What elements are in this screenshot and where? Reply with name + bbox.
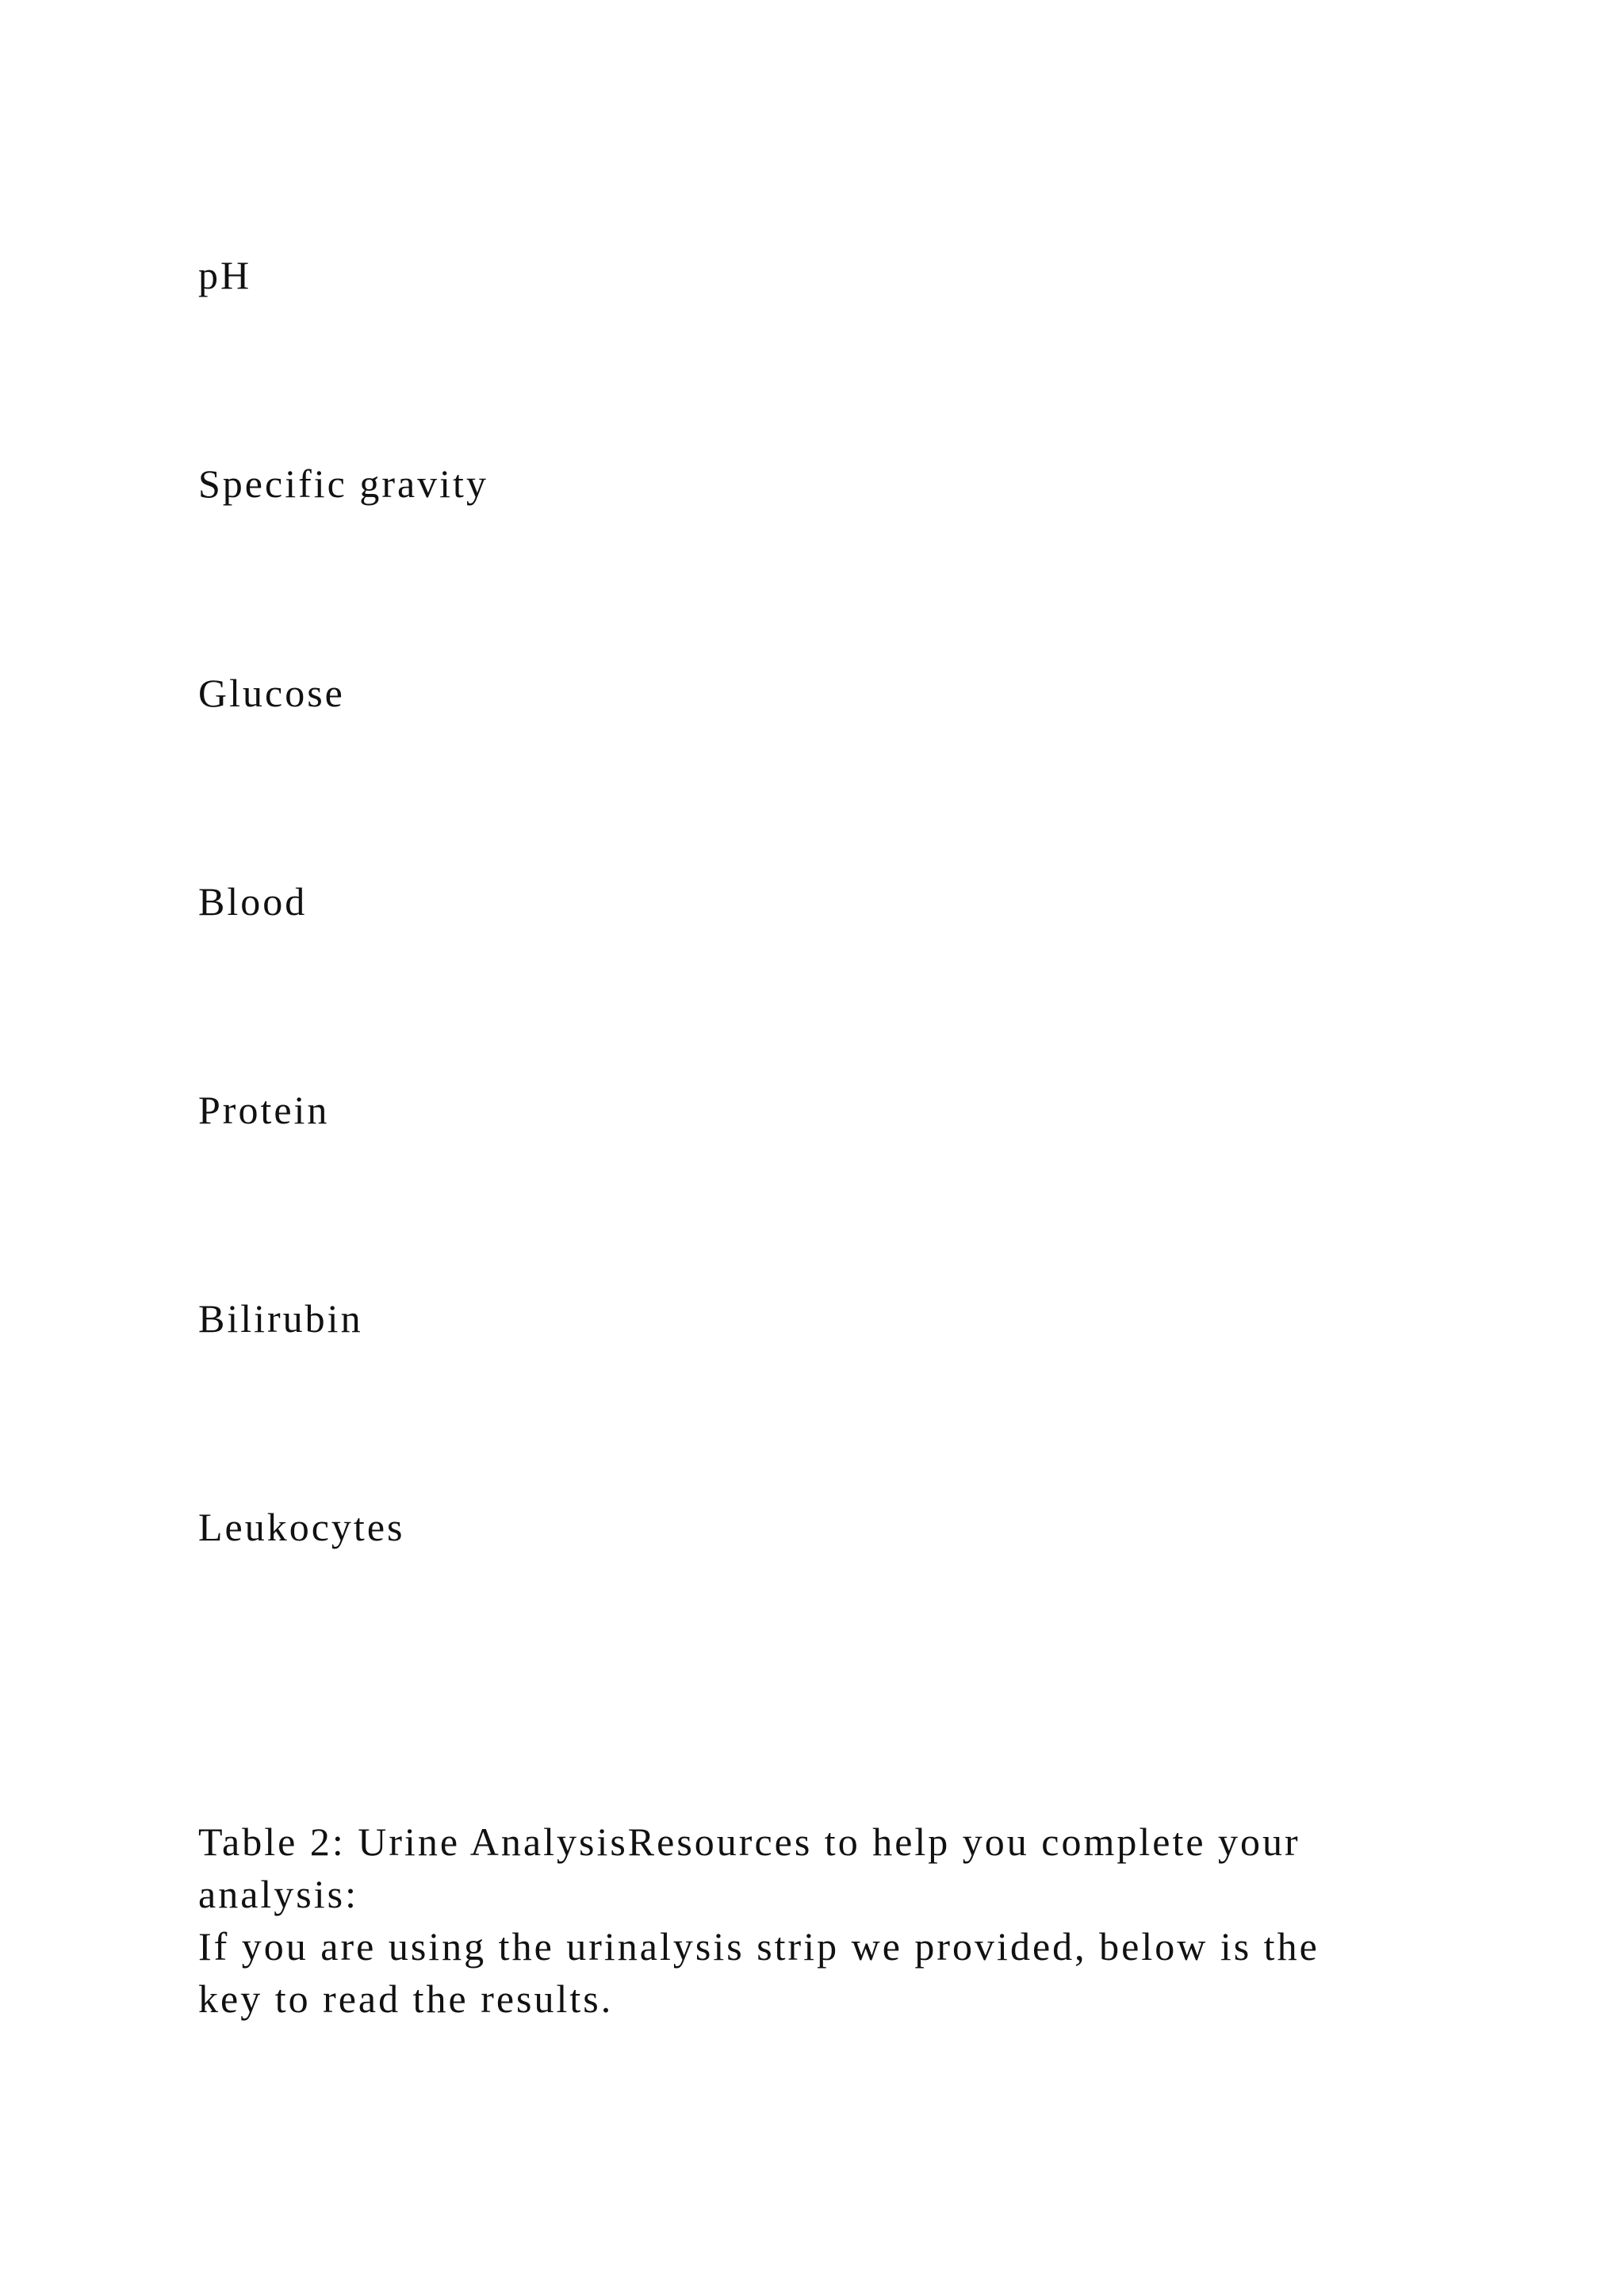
label-glucose: Glucose <box>198 671 345 715</box>
label-blood: Blood <box>198 879 308 924</box>
label-leukocytes: Leukocytes <box>198 1505 405 1549</box>
label-specific-gravity: Specific gravity <box>198 461 488 506</box>
paragraph-line: key to read the results. <box>198 1976 614 2021</box>
table-caption-paragraph <box>198 1816 1435 2025</box>
paragraph-line: Table 2: Urine AnalysisResources to help you complete your <box>198 1820 1300 1864</box>
label-ph: pH <box>198 253 252 297</box>
paragraph-line: If you are using the urinalysis strip we provided, below is the <box>198 1924 1320 1969</box>
label-bilirubin: Bilirubin <box>198 1296 363 1341</box>
paragraph-line: analysis: <box>198 1872 358 1916</box>
label-protein: Protein <box>198 1088 330 1132</box>
